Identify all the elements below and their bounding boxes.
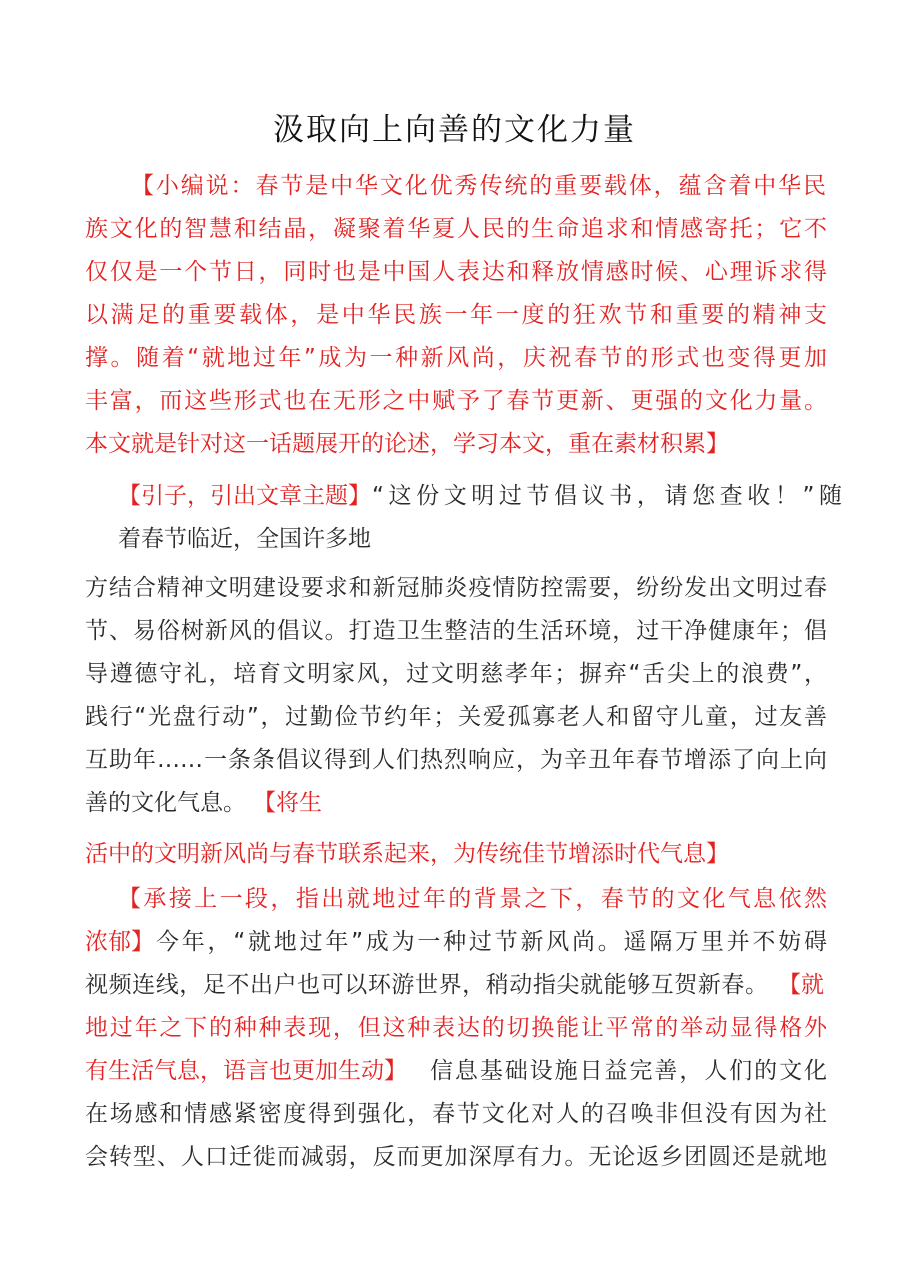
intro-line: 仅仅是一个节日，同时也是中国人表达和释放情感时候、心理诉求得 (85, 259, 827, 285)
paragraph-text: 视频连线，足不出户也可以环游世界，稍动指尖就能够互贺新春。 (85, 972, 768, 998)
paragraph-text: 今年，“就地过年”成为一种过节新风尚。遥隔万里并不妨碍 (156, 929, 827, 955)
intro-line: 丰富，而这些形式也在无形之中赋予了春节更新、更强的文化力量。 (85, 388, 827, 414)
annotation-text: 【将生 (253, 790, 322, 816)
document-title: 汲取向上向善的文化力量 (273, 112, 636, 148)
annotation-text: 地过年之下的种种表现，但这种表达的切换能让平常的举动显得格外 (85, 1015, 827, 1041)
paragraph-text: 互助年……一条条倡议得到人们热烈响应，为辛丑年春节增添了向上向 (85, 747, 827, 773)
annotation-text: 【承接上一段，指出就地过年的背景之下，春节的文化气息依然 (118, 886, 827, 912)
intro-line: 族文化的智慧和结晶，凝聚着华夏人民的生命追求和情感寄托；它不 (85, 216, 827, 242)
intro-line: 以满足的重要载体，是中华民族一年一度的狂欢节和重要的精神支 (85, 302, 827, 328)
paragraph-text: 在场感和情感紧密度得到强化，春节文化对人的召唤非但没有因为社 (85, 1101, 827, 1127)
paragraph-text: 着春节临近，全国许多地 (118, 526, 371, 552)
annotation-text: 浓郁】 (85, 929, 154, 955)
paragraph-text: 践行“光盘行动”，过勤俭节约年；关爱孤寡老人和留守儿童，过友善 (85, 704, 827, 730)
paragraph-text: 方结合精神文明建设要求和新冠肺炎疫情防控需要，纷纷发出文明过春 (85, 575, 827, 601)
paragraph-text: “这份文明过节倡议书，请您查收！”随 (372, 483, 842, 509)
paragraph-text: 善的文化气息。 (85, 790, 246, 816)
paragraph-text: 导遵德守礼，培育文明家风，过文明慈孝年；摒弃“舌尖上的浪费”， (85, 661, 827, 687)
annotation-text: 【就 (778, 972, 824, 998)
annotation-text: 有生活气息，语言也更加生动】 (85, 1058, 407, 1084)
annotation-intro-label: 【引子，引出文章主题】 (118, 483, 371, 509)
intro-line: 【小编说：春节是中华文化优秀传统的重要载体，蕴含着中华民 (131, 173, 826, 199)
intro-line: 撑。随着“就地过年”成为一种新风尚，庆祝春节的形式也变得更加 (85, 345, 827, 371)
annotation-text: 活中的文明新风尚与春节联系起来，为传统佳节增添时代气息】 (85, 841, 729, 867)
intro-line: 本文就是针对这一话题展开的论述，学习本文，重在素材积累】 (85, 431, 729, 457)
paragraph-text: 节、易俗树新风的倡议。打造卫生整洁的生活环境，过干净健康年；倡 (85, 618, 827, 644)
paragraph-text: 会转型、人口迁徙而减弱，反而更加深厚有力。无论返乡团圆还是就地 (85, 1144, 827, 1170)
paragraph-text: 信息基础设施日益完善，人们的文化 (430, 1058, 827, 1084)
